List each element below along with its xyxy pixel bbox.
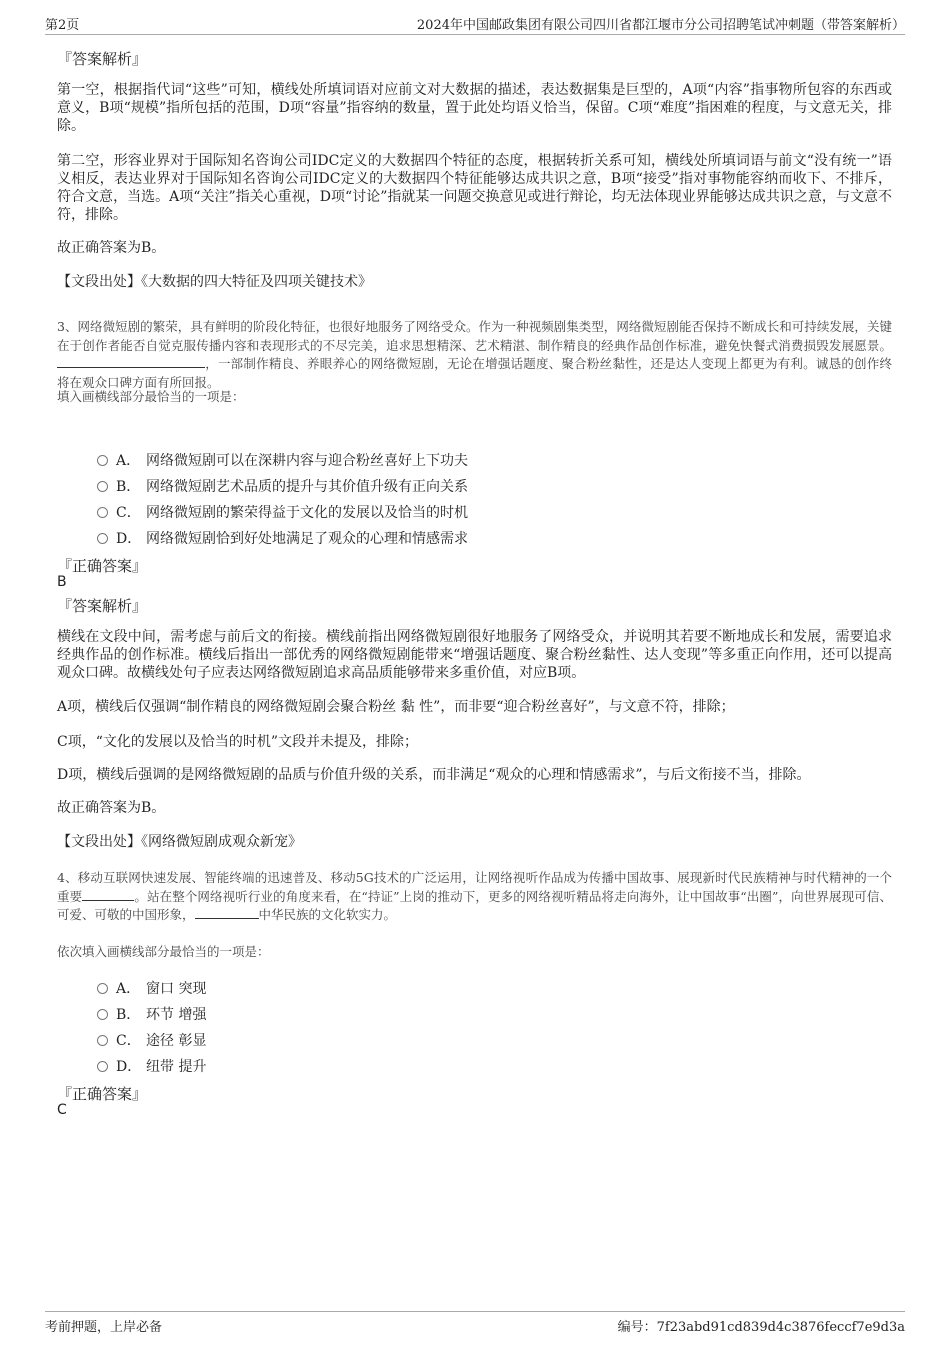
radio-icon[interactable]	[97, 1061, 108, 1072]
analysis-option-a: A项，横线后仅强调“制作精良的网络微短剧会聚合粉丝 黏 性”，而非要“迎合粉丝喜好”，与文意不符，排除；	[57, 699, 735, 715]
correct-answer-label: 『正确答案』	[57, 1085, 148, 1103]
analysis-paragraph: 第二空，形容业界对于国际知名咨询公司IDC定义的大数据四个特征的态度，根据转折关系可知，横线处所填词语与前文“没有统一”语义相反，表达业界对于国际知名咨询公司IDC定义的大数据四个特征能够达成共识之意，B项“接受”指对事物能容纳而收下、不排斥，符合文意，当选。A项“关注”指关心重视，D项“讨论”指就某一问题交换意见或进行辩论，均无法体现业界能够达成共识之意，与文意不符，排除。	[57, 153, 892, 223]
analysis-paragraph: 第一空，根据指代词“这些”可知，横线处所填词语对应前文对大数据的描述，表达数据集是巨型的，A项“内容”指事物所包容的东西或意义，B项“规模”指所包括的范围，D项“容量”指容纳的数量，置于此处均语义恰当，保留。C项“难度”指困难的程度，与文意无关，排除。	[57, 82, 892, 134]
source-citation: 【文段出处】《大数据的四大特征及四项关键技术》	[57, 274, 372, 290]
correct-answer: B	[57, 574, 67, 590]
option-a[interactable]: A． 网络微短剧可以在深耕内容与迎合粉丝喜好上下功夫	[97, 450, 468, 470]
fill-blank	[195, 906, 259, 919]
option-d[interactable]: D． 纽带 提升	[97, 1056, 206, 1076]
radio-icon[interactable]	[97, 481, 108, 492]
analysis-option-c: C项，“文化的发展以及恰当的时机”文段并未提及，排除；	[57, 734, 419, 750]
radio-icon[interactable]	[97, 455, 108, 466]
question-4-prompt: 依次填入画横线部分最恰当的一项是：	[57, 944, 270, 959]
conclusion: 故正确答案为B。	[57, 240, 166, 256]
document-title: 2024年中国邮政集团有限公司四川省都江堰市分公司招聘笔试冲刺题（带答案解析）	[416, 18, 905, 33]
radio-icon[interactable]	[97, 1009, 108, 1020]
radio-icon[interactable]	[97, 983, 108, 994]
option-c[interactable]: C． 网络微短剧的繁荣得益于文化的发展以及恰当的时机	[97, 502, 468, 522]
analysis-option-d: D项，横线后强调的是网络微短剧的品质与价值升级的关系，而非满足“观众的心理和情感需求”，与后文衔接不当，排除。	[57, 767, 811, 783]
document-id: 编号：7f23abd91cd839d4c3876feccf7e9d3a	[617, 1320, 905, 1335]
option-b[interactable]: B． 网络微短剧艺术品质的提升与其价值升级有正向关系	[97, 476, 468, 496]
correct-answer: C	[57, 1102, 67, 1118]
correct-answer-label: 『正确答案』	[57, 557, 148, 575]
option-b[interactable]: B． 环节 增强	[97, 1004, 206, 1024]
fill-blank	[82, 888, 134, 901]
question-4-text: 4、移动互联网快速发展、智能终端的迅速普及、移动5G技术的广泛运用，让网络视听作品成为传播中国故事、展现新时代民族精神与时代精神的一个重要 。站在整个网络视听行业的角度来看，在“持证”上岗的推动下，更多的网络视听精品将走向海外，让中国故事“出圈”，向世界展现可信、可爱、可敬的中国形象， 中华民族的文化软实力。	[57, 870, 892, 922]
page-number: 第2页	[45, 18, 80, 33]
option-d[interactable]: D． 网络微短剧恰到好处地满足了观众的心理和情感需求	[97, 528, 468, 548]
source-citation: 【文段出处】《网络微短剧成观众新宠》	[57, 834, 302, 850]
conclusion: 故正确答案为B。	[57, 800, 166, 816]
radio-icon[interactable]	[97, 507, 108, 518]
question-3-prompt: 填入画横线部分最恰当的一项是：	[57, 389, 245, 404]
page-header	[45, 14, 905, 35]
analysis-paragraph: 横线在文段中间，需考虑与前后文的衔接。横线前指出网络微短剧很好地服务了网络受众，并说明其若要不断地成长和发展，需要追求经典作品的创作标准。横线后指出一部优秀的网络微短剧能带来“增强话题度、聚合粉丝黏性、达人变现”等多重正向作用，还可以提高观众口碑。故横线处句子应表达网络微短剧追求高品质能够带来多重价值，对应B项。	[57, 629, 892, 681]
radio-icon[interactable]	[97, 533, 108, 544]
option-c[interactable]: C． 途径 彰显	[97, 1030, 206, 1050]
question-3-text: 3、网络微短剧的繁荣，具有鲜明的阶段化特征，也很好地服务了网络受众。作为一种视频剧集类型，网络微短剧能否保持不断成长和可持续发展，关键在于创作者能否自觉克服传播内容和表现形式的不尽完美，追求思想精深、艺术精湛、制作精良的经典作品创作标准，避免快餐式消费损毁发展愿景。，一部制作精良、养眼养心的网络微短剧，无论在增强话题度、聚合粉丝黏性，还是达人变现上都更为有利。诚恳的创作终将在观众口碑方面有所回报。	[57, 319, 892, 390]
radio-icon[interactable]	[97, 1035, 108, 1046]
footer-slogan: 考前押题，上岸必备	[45, 1320, 163, 1335]
page-footer	[45, 1311, 905, 1335]
option-a[interactable]: A． 窗口 突现	[97, 978, 206, 998]
fill-blank	[57, 355, 205, 368]
analysis-label: 『答案解析』	[57, 597, 148, 615]
analysis-label: 『答案解析』	[57, 50, 148, 68]
